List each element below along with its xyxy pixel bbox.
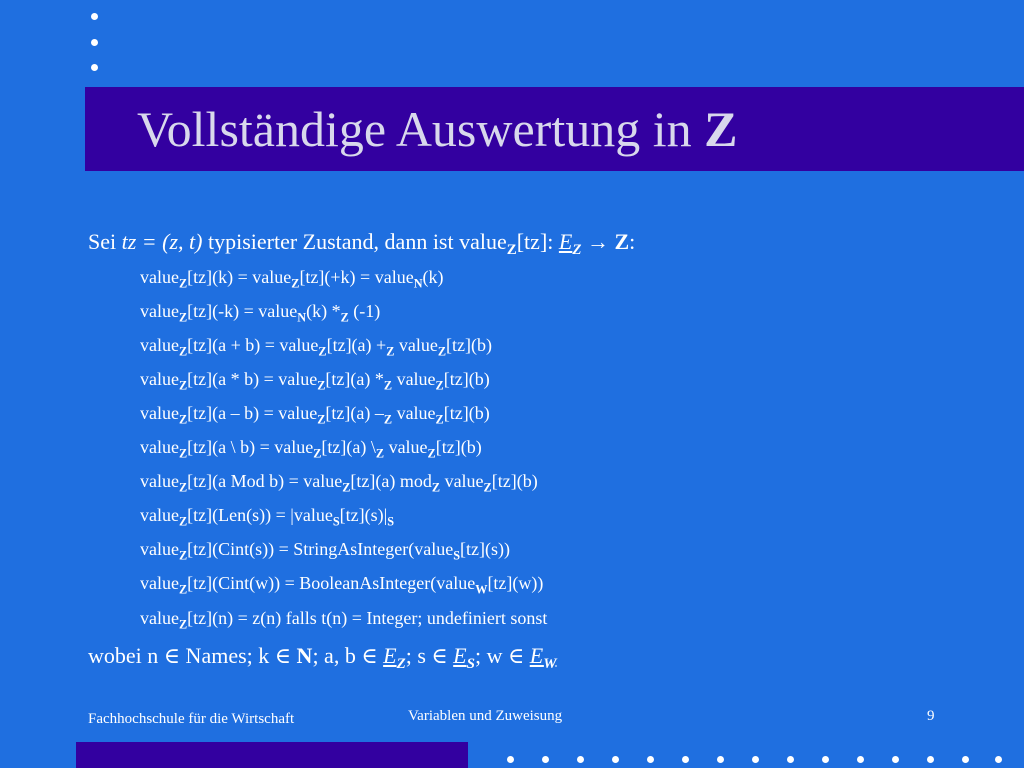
decor-dot bbox=[682, 756, 689, 763]
decor-dot bbox=[962, 756, 969, 763]
decor-dot bbox=[542, 756, 549, 763]
rule-line: value$_Z$[tz](-k) = value$_N$(k) $*_Z$ (-1) bbox=[140, 301, 381, 325]
decor-dot bbox=[787, 756, 794, 763]
decor-dot bbox=[892, 756, 899, 763]
intro-line: Sei tz = (z, t) typisierter Zustand, dann ist value$_Z$[tz]: $E_Z \to Z$: bbox=[88, 229, 636, 259]
footer-institution: Fachhochschule für die Wirtschaft bbox=[88, 711, 295, 727]
decor-dot bbox=[822, 756, 829, 763]
decor-dot bbox=[857, 756, 864, 763]
decor-dot bbox=[91, 64, 98, 71]
decor-dot bbox=[91, 39, 98, 46]
page-number: 9 bbox=[927, 708, 935, 724]
rule-line: value$_Z$[tz](k) = value$_Z$[tz](+k) = value$_N$(k) bbox=[140, 267, 444, 291]
rule-line: value$_Z$[tz](n) = z(n) falls t(n) = Integer; undefiniert sonst bbox=[140, 608, 548, 632]
rule-line: value$_Z$[tz](Len(s)) = $|value_S[tz](s)|_S$ bbox=[140, 505, 395, 529]
wobei-line: wobei n ∈ Names; k ∈ N; a, b ∈ $E_Z$; s ∈ $E_S$; w ∈ $E_W$ bbox=[88, 643, 557, 673]
rule-line: value$_Z$[tz](Cint(s)) = StringAsInteger(value$_S$[tz](s)) bbox=[140, 539, 511, 563]
footer-bar bbox=[76, 742, 468, 768]
rule-line: value$_Z$[tz](Cint(w)) = BooleanAsInteger(value$_W$[tz](w)) bbox=[140, 573, 544, 597]
decor-dot bbox=[91, 13, 98, 20]
footer-topic: Variablen und Zuweisung bbox=[408, 708, 563, 724]
decor-dot bbox=[717, 756, 724, 763]
decor-dot bbox=[927, 756, 934, 763]
decor-dot bbox=[647, 756, 654, 763]
rule-line: value$_Z$[tz](a * b) = value$_Z$[tz](a) $*_Z$ value$_Z$[tz](b) bbox=[140, 369, 490, 393]
rule-line: value$_Z$[tz](a \ b) = value$_Z$[tz](a) $\backslash_Z$ value$_Z$[tz](b) bbox=[140, 437, 482, 461]
rule-line: value$_Z$[tz](a + b) = value$_Z$[tz](a) $+_Z$ value$_Z$[tz](b) bbox=[140, 335, 492, 359]
decor-dot bbox=[612, 756, 619, 763]
decor-dot bbox=[995, 756, 1002, 763]
decor-dot bbox=[577, 756, 584, 763]
rule-line: value$_Z$[tz](a Mod b) = value$_Z$[tz](a) mod$_Z$ value$_Z$[tz](b) bbox=[140, 471, 538, 495]
decor-dot bbox=[752, 756, 759, 763]
decor-dot bbox=[507, 756, 514, 763]
slide-title: Vollständige Auswertung in Z bbox=[137, 101, 738, 157]
rule-line: value$_Z$[tz](a – b) = value$_Z$[tz](a) $-_Z$ value$_Z$[tz](b) bbox=[140, 403, 490, 427]
